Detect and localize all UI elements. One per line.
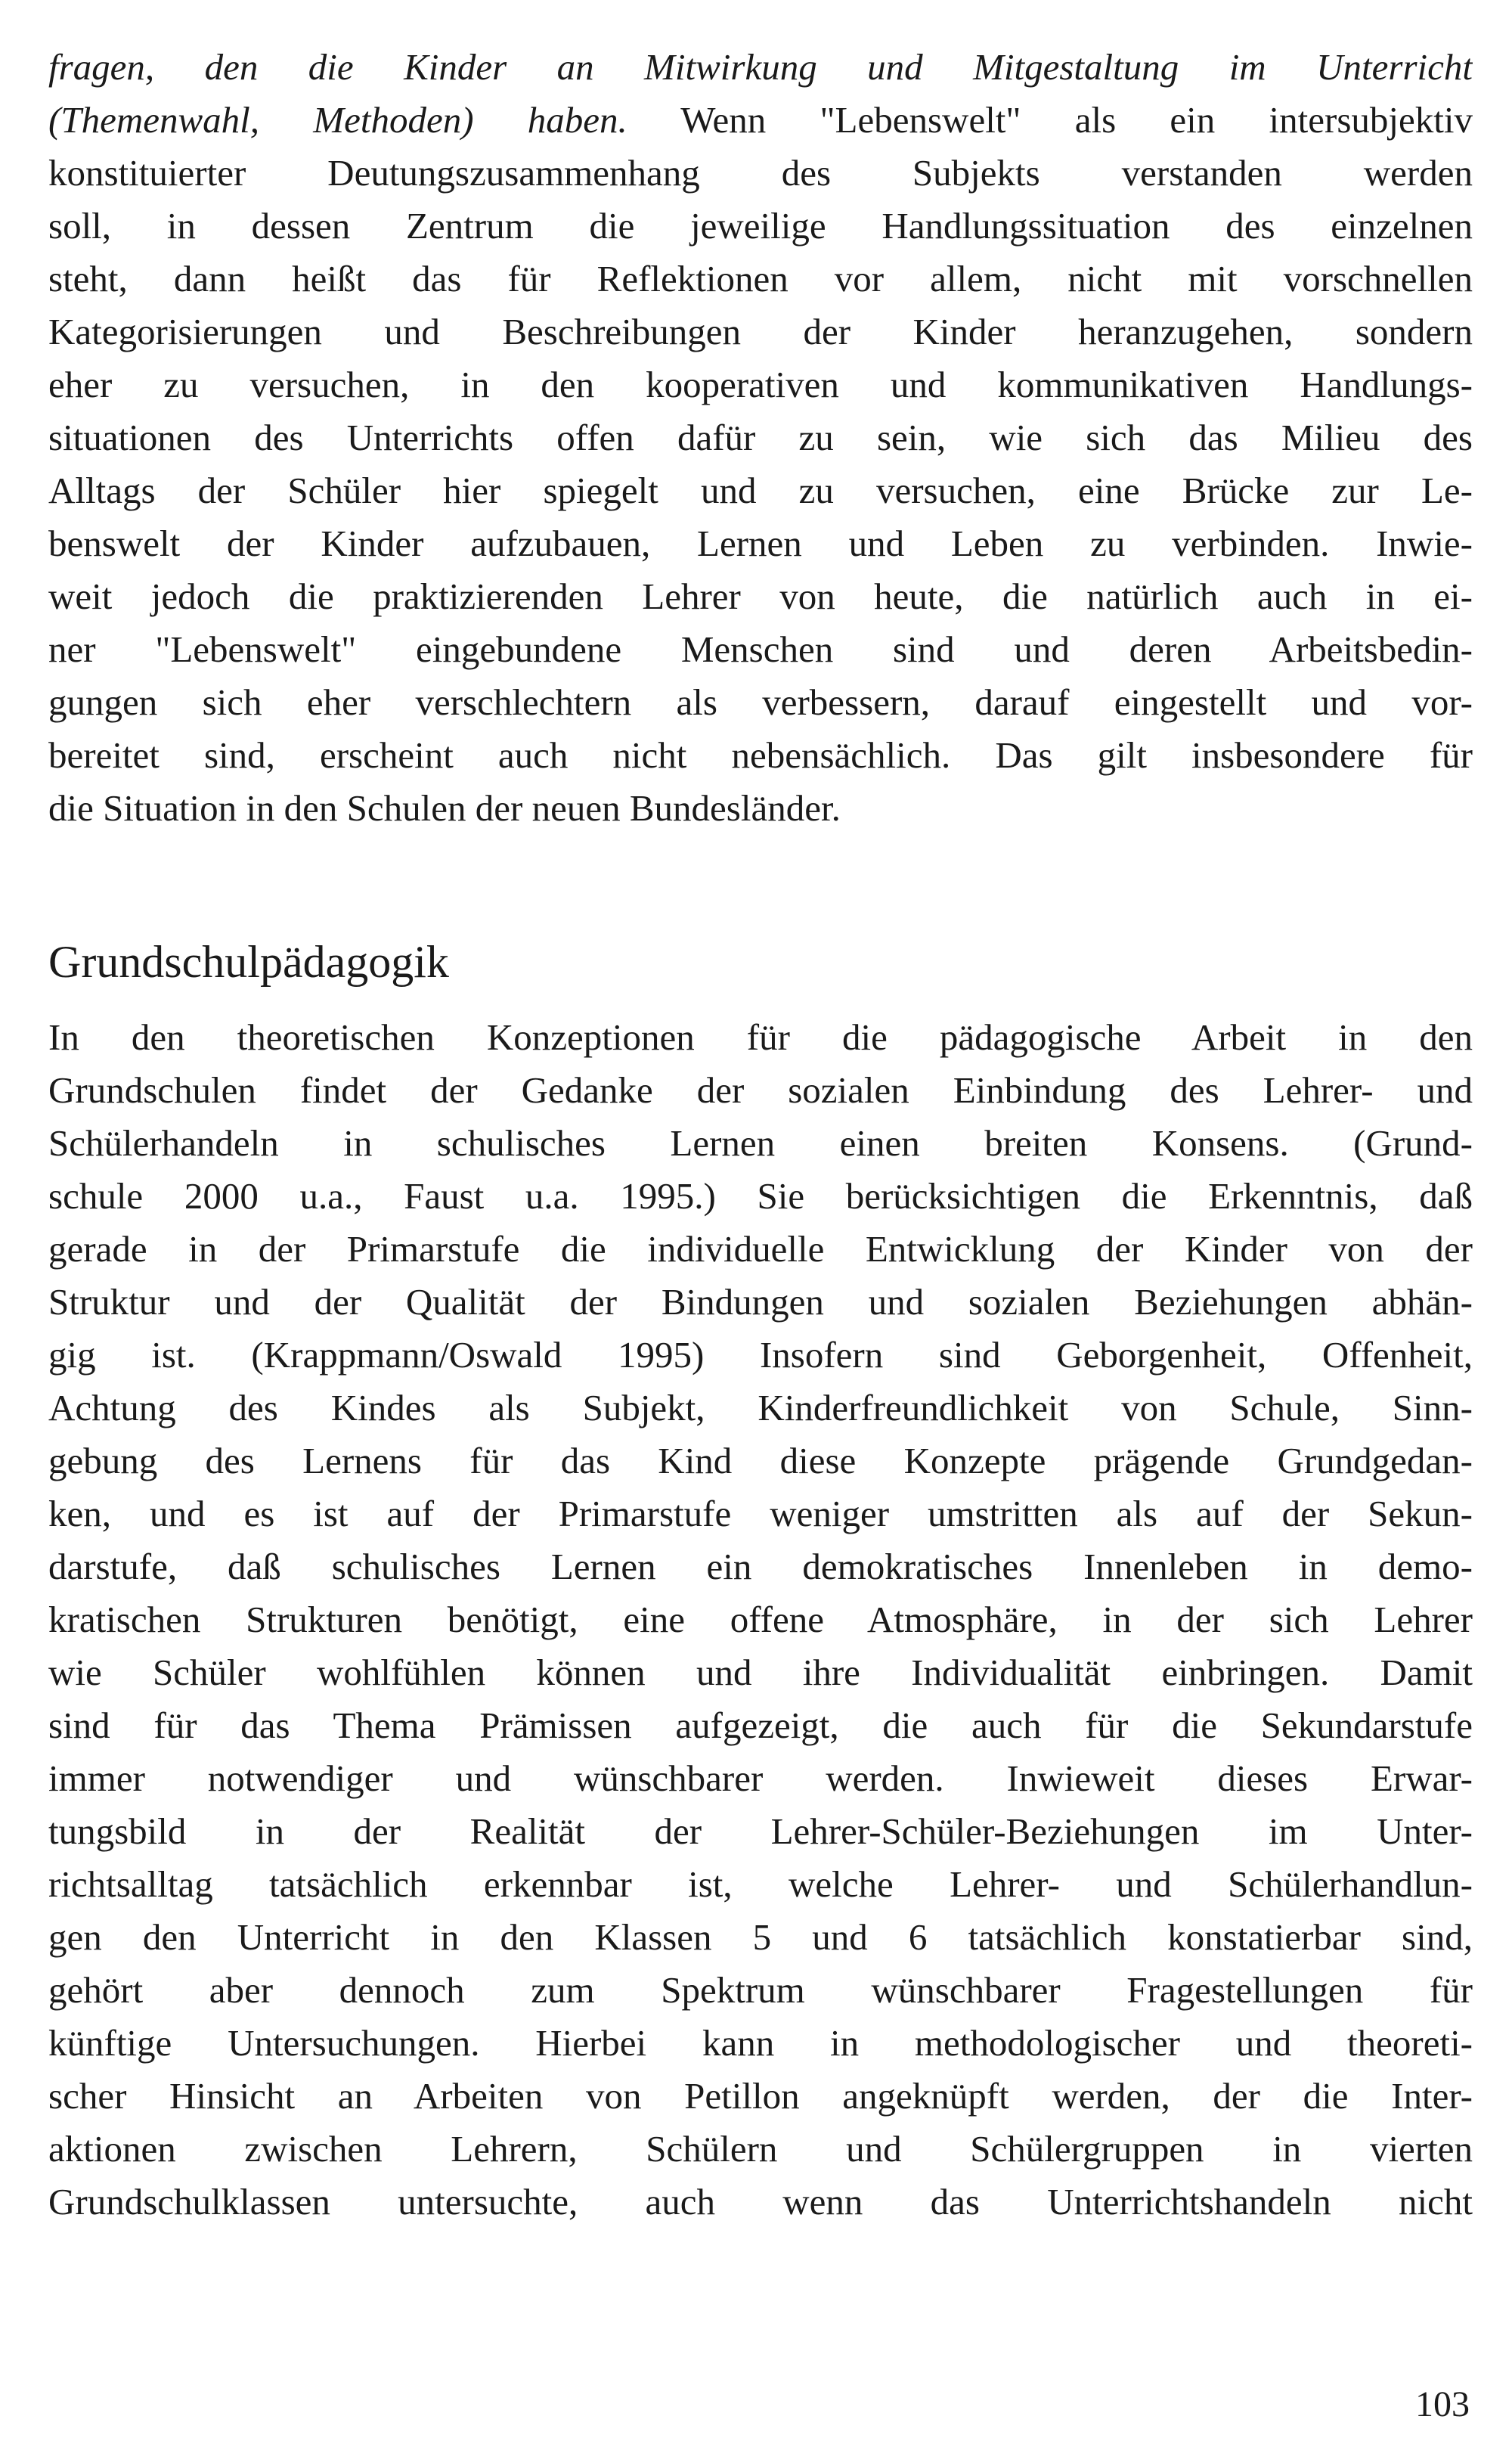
text-line: Grundschulklassen untersuchte, auch wenn das Unterrichtshandeln nicht	[48, 2181, 1473, 2222]
text-line: gerade in der Primarstufe die individuelle Entwicklung der Kinder von der	[48, 1228, 1473, 1270]
text-line: immer notwendiger und wünschbarer werden. Inwieweit dieses Erwar-	[48, 1757, 1473, 1799]
text-line: die Situation in den Schulen der neuen Bundesländer.	[48, 787, 841, 829]
text-line: gehört aber dennoch zum Spektrum wünschbarer Fragestellungen für	[48, 1969, 1473, 2011]
text-line: weit jedoch die praktizierenden Lehrer von heute, die natürlich auch in ei-	[48, 575, 1473, 617]
text-line: gig ist. (Krappmann/Oswald 1995) Insofern sind Geborgenheit, Offenheit,	[48, 1334, 1473, 1376]
text-line: wie Schüler wohlfühlen können und ihre Individualität einbringen. Damit	[48, 1652, 1473, 1693]
text-line: ner "Lebenswelt" eingebundene Menschen sind und deren Arbeitsbedin-	[48, 628, 1473, 670]
text-line: soll, in dessen Zentrum die jeweilige Handlungssituation des einzelnen	[48, 205, 1473, 247]
text-line: konstituierter Deutungszusammenhang des Subjekts verstanden werden	[48, 152, 1473, 194]
text-line: Struktur und der Qualität der Bindungen und sozialen Beziehungen abhän-	[48, 1281, 1473, 1323]
text-line: Grundschulen findet der Gedanke der sozialen Einbindung des Lehrer- und	[48, 1069, 1473, 1111]
text-line: richtsalltag tatsächlich erkennbar ist, welche Lehrer- und Schülerhandlun-	[48, 1863, 1473, 1905]
text-line: sind für das Thema Prämissen aufgezeigt, die auch für die Sekundarstufe	[48, 1704, 1473, 1746]
text-line: kratischen Strukturen benötigt, eine offene Atmosphäre, in der sich Lehrer	[48, 1599, 1473, 1640]
text-line: Schülerhandeln in schulisches Lernen einen breiten Konsens. (Grund-	[48, 1122, 1473, 1164]
text-line: künftige Untersuchungen. Hierbei kann in methodologischer und theoreti-	[48, 2022, 1473, 2064]
text-line: In den theoretischen Konzeptionen für die pädagogische Arbeit in den	[48, 1016, 1473, 1058]
text-line: gungen sich eher verschlechtern als verbessern, darauf eingestellt und vor-	[48, 681, 1473, 723]
text-line: scher Hinsicht an Arbeiten von Petillon angeknüpft werden, der die Inter-	[48, 2075, 1473, 2117]
italic-phrase: (Themenwahl, Methoden) haben.	[48, 99, 627, 141]
text-line	[48, 94, 1473, 147]
text-line: steht, dann heißt das für Reflektionen vor allem, nicht mit vorschnellen	[48, 258, 1473, 299]
text-line: gen den Unterricht in den Klassen 5 und 6 tatsächlich konstatierbar sind,	[48, 1916, 1473, 1958]
text-line: situationen des Unterrichts offen dafür zu sein, wie sich das Milieu des	[48, 417, 1473, 458]
text-line: fragen, den die Kinder an Mitwirkung und Mitgestaltung im Unterricht	[48, 46, 1473, 88]
page-number: 103	[1415, 2384, 1470, 2424]
text-line: eher zu versuchen, in den kooperativen und kommunikativen Handlungs-	[48, 364, 1473, 405]
text-line: tungsbild in der Realität der Lehrer-Schüler-Beziehungen im Unter-	[48, 1810, 1473, 1852]
text-line: Achtung des Kindes als Subjekt, Kinderfreundlichkeit von Schule, Sinn-	[48, 1387, 1473, 1428]
text-line: benswelt der Kinder aufzubauen, Lernen und Leben zu verbinden. Inwie-	[48, 523, 1473, 564]
text-span: Wenn "Lebenswelt" als ein intersubjektiv	[627, 99, 1473, 141]
text-line: aktionen zwischen Lehrern, Schülern und Schülergruppen in vierten	[48, 2128, 1473, 2170]
section-heading: Grundschulpädagogik	[48, 937, 449, 987]
text-line: schule 2000 u.a., Faust u.a. 1995.) Sie berücksichtigen die Erkenntnis, daß	[48, 1175, 1473, 1217]
text-line: gebung des Lernens für das Kind diese Konzepte prägende Grundgedan-	[48, 1440, 1473, 1481]
text-line: bereitet sind, erscheint auch nicht nebensächlich. Das gilt insbesondere für	[48, 734, 1473, 776]
text-line: ken, und es ist auf der Primarstufe weniger umstritten als auf der Sekun-	[48, 1493, 1473, 1534]
text-line: darstufe, daß schulisches Lernen ein demokratisches Innenleben in demo-	[48, 1546, 1473, 1587]
text-line: Kategorisierungen und Beschreibungen der Kinder heranzugehen, sondern	[48, 311, 1473, 352]
text-line: Alltags der Schüler hier spiegelt und zu versuchen, eine Brücke zur Le-	[48, 470, 1473, 511]
